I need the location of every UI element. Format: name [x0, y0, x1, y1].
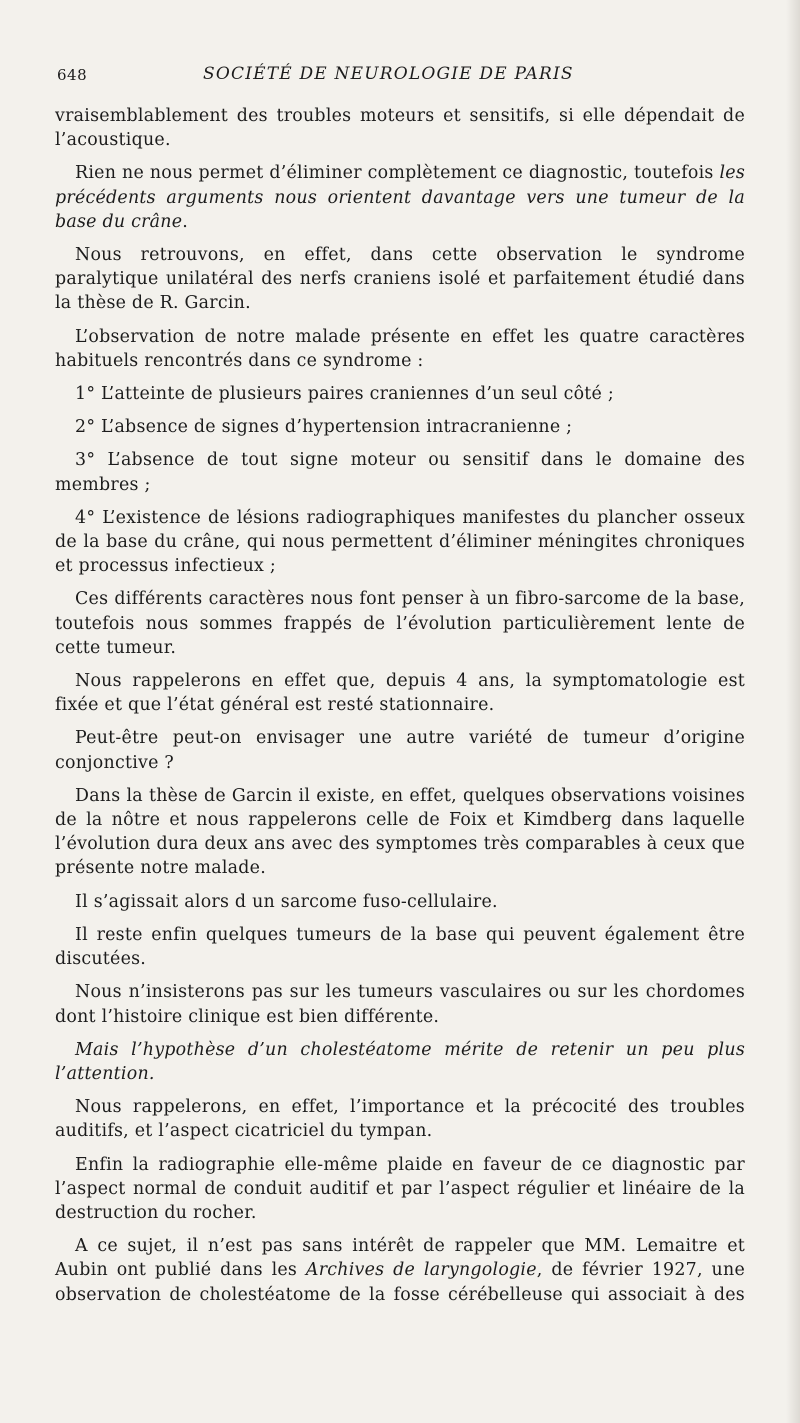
italic-text: Archives de laryngologie	[305, 1260, 537, 1281]
text-run: .	[182, 211, 189, 232]
page-edge-shadow	[786, 0, 800, 1423]
text-run: Il reste enfin quelques tumeurs de la base qui peuvent également être discutées.	[55, 924, 745, 970]
text-run: Enfin la radiographie elle-même plaide en faveur de ce diagnostic par l’aspect normal de conduit auditif et par l’aspect régulier et linéaire de la destruction du rocher.	[55, 1154, 745, 1223]
text-run: Rien ne nous permet d’éliminer complètement ce diagnostic, toutefois	[75, 163, 720, 184]
paragraph-p5	[55, 382, 745, 406]
paragraph-p7	[55, 448, 745, 496]
paragraph-p18	[55, 1153, 745, 1226]
paragraph-p10	[55, 669, 745, 717]
page-header	[55, 62, 745, 92]
paragraph-p6	[55, 415, 745, 439]
paragraph-p9	[55, 587, 745, 660]
text-run: A ce sujet, il n’est pas sans intérêt de rappeler que MM. Lemaitre et Aubin ont publié dans les	[55, 1236, 745, 1281]
paragraph-p13	[55, 890, 745, 914]
paragraph-p16	[55, 1038, 745, 1086]
text-run: Ces différents caractères nous font penser à un fibro-sarcome de la base, toutefois nous sommes frappés de l’évolution particulièrement lente de cette tumeur.	[55, 589, 745, 658]
running-title: SOCIÉTÉ DE NEUROLOGIE DE PARIS	[203, 64, 574, 84]
text-run: Nous n’insisterons pas sur les tumeurs vasculaires ou sur les chordomes dont l’histoire clinique est bien différente.	[55, 982, 745, 1027]
text-run: L’observation de notre malade présente en effet les quatre caractères habituels rencontrés dans ce syndrome :	[55, 326, 745, 371]
text-run: 4° L’existence de lésions radiographiques manifestes du plancher osseux de la base du crâne, qui nous permettent d’éliminer méningites chroniques et processus infectieux ;	[55, 507, 745, 577]
paragraph-p15	[55, 980, 745, 1028]
text-run: 2° L’absence de signes d’hypertension intracranienne ;	[75, 417, 573, 438]
text-run: Il s’agissait alors d un sarcome fuso-cellulaire.	[75, 891, 498, 912]
text-run: 1° L’atteinte de plusieurs paires craniennes d’un seul côté ;	[75, 384, 614, 405]
text-run: Peut-être peut-on envisager une autre variété de tumeur d’origine conjonctive ?	[55, 728, 745, 773]
paragraph-p14	[55, 923, 745, 971]
text-run: Nous rappelerons en effet que, depuis 4 ans, la symptomatologie est fixée et que l’état général est resté stationnaire.	[55, 671, 745, 716]
text-run: Nous retrouvons, en effet, dans cette observation le syndrome paralytique unilatéral des nerfs craniens isolé et parfaitement étudié dans la thèse de R. Garcin.	[55, 245, 745, 314]
paragraph-p2	[55, 161, 745, 234]
paragraph-p1	[55, 104, 745, 152]
italic-text: les précédents arguments nous orientent davantage vers une tumeur de la base du crâne	[55, 163, 745, 232]
paragraph-p4	[55, 325, 745, 373]
paragraph-p17	[55, 1095, 745, 1143]
paragraph-p12	[55, 784, 745, 881]
paragraph-p19	[55, 1234, 745, 1307]
text-run: vraisemblablement des troubles moteurs et sensitifs, si elle dépendait de l’acoustique.	[55, 106, 745, 151]
page-number: 648	[57, 66, 88, 84]
body-text	[55, 104, 745, 1307]
italic-text: Mais l’hypothèse d’un cholestéatome mérite de retenir un peu plus l’attention.	[55, 1039, 745, 1084]
paragraph-p3	[55, 243, 745, 316]
book-page	[55, 62, 745, 1316]
paragraph-p8	[55, 506, 745, 579]
text-run: Dans la thèse de Garcin il existe, en effet, quelques observations voisines de la nôtre et nous rappelerons celle de Foix et Kimdberg dans laquelle l’évolution dura deux ans avec des symptomes très comparables à ceux que présente notre malade.	[55, 785, 745, 879]
paragraph-p11	[55, 726, 745, 774]
text-run: , de février 1927, une observation de cholestéatome de la fosse cérébelleuse qui associait à des	[55, 1260, 745, 1305]
text-run: Nous rappelerons, en effet, l’importance et la précocité des troubles auditifs, et l’aspect cicatriciel du tympan.	[55, 1097, 745, 1142]
text-run: 3° L’absence de tout signe moteur ou sensitif dans le domaine des membres ;	[55, 450, 745, 495]
